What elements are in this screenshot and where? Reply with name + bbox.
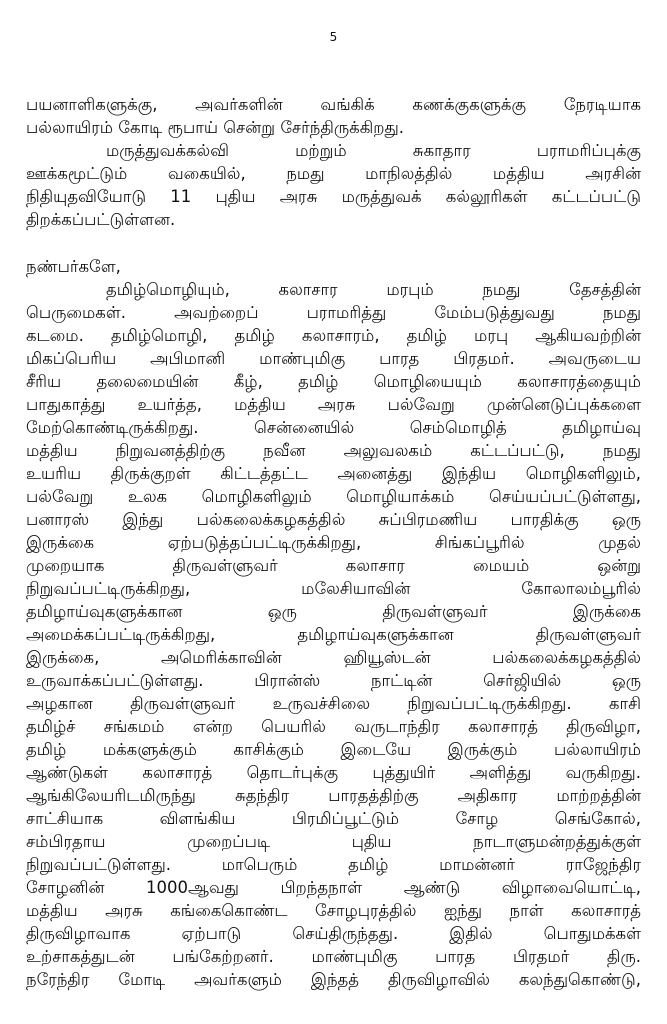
text-line: உற்சாகத்துடன் பங்கேற்றனர். மாண்புமிகு பாரத பிரதமர் திரு. xyxy=(26,947,641,966)
text-line: அழகான திருவள்ளுவர் உருவச்சிலை நிறுவப்பட்டிருக்கிறது. காசி xyxy=(26,694,641,713)
text-line: சம்பிரதாய முறைப்படி புதிய நாடாளுமன்றத்துக்குள் xyxy=(26,832,641,851)
text-line: பனாரஸ் இந்து பல்கலைக்கழகத்தில் சுப்பிரமணிய பாரதிக்கு ஒரு xyxy=(26,510,641,529)
text-line: சீரிய தலைமையின் கீழ், தமிழ் மொழியையும் கலாசாரத்தையும் xyxy=(26,372,641,391)
text-line: நரேந்திர மோடி அவர்களும் இந்தத் திருவிழாவில் கலந்துகொண்டு, xyxy=(26,970,641,989)
text-line: உயரிய திருக்குறள் கிட்டத்தட்ட அனைத்து இந்திய மொழிகளிலும், xyxy=(26,464,641,483)
text-line: திருவிழாவாக ஏற்பாடு செய்திருந்தது. இதில் பொதுமக்கள் xyxy=(26,924,641,943)
text-line: அமைக்கப்பட்டிருக்கிறது, தமிழாய்வுகளுக்கான திருவள்ளுவர் xyxy=(26,625,641,644)
text-line: ஆண்டுகள் கலாசாரத் தொடர்புக்கு புத்துயிர் அளித்து வருகிறது. xyxy=(26,763,641,782)
page-number: 5 xyxy=(329,30,338,44)
text-line: மத்திய நிறுவனத்திற்கு நவீன அலுவலகம் கட்டப்பட்டு, நமது xyxy=(26,441,641,460)
text-line: கடமை. தமிழ்மொழி, தமிழ் கலாசாரம், தமிழ் மரபு ஆகியவற்றின் xyxy=(26,326,641,345)
text-line: இருக்கை ஏற்படுத்தப்பட்டிருக்கிறது, சிங்கப்பூரில் முதல் xyxy=(26,533,641,552)
text-line: உருவாக்கப்பட்டுள்ளது. பிரான்ஸ் நாட்டின் செர்ஜியில் ஒரு xyxy=(26,671,641,690)
text-line: சோழனின் 1000ஆவது பிறந்தநாள் ஆண்டு விழாவையொட்டி, xyxy=(26,878,641,897)
text-line: சாட்சியாக விளங்கிய பிரமிப்பூட்டும் சோழ செங்கோல், xyxy=(26,809,641,828)
text-line: பல்லாயிரம் கோடி ரூபாய் சென்று சேர்ந்திருக்கிறது. xyxy=(26,118,405,137)
text-line: மேற்கொண்டிருக்கிறது. சென்னையில் செம்மொழித் தமிழாய்வு xyxy=(26,418,641,437)
text-line: தமிழ்மொழியும், கலாசார மரபும் நமது தேசத்தின் xyxy=(106,280,641,299)
text-line: பயனாளிகளுக்கு, அவர்களின் வங்கிக் கணக்குகளுக்கு நேரடியாக xyxy=(26,95,641,114)
text-line: தமிழ் மக்களுக்கும் காசிக்கும் இடையே இருக்கும் பல்லாயிரம் xyxy=(26,740,641,759)
text-line: பல்வேறு உலக மொழிகளிலும் மொழியாக்கம் செய்யப்பட்டுள்ளது, xyxy=(26,487,641,506)
text-line: பெருமைகள். அவற்றைப் பராமரித்து மேம்படுத்துவது நமது xyxy=(26,303,641,322)
text-line: திறக்கப்பட்டுள்ளன. xyxy=(26,210,176,229)
text-line: ஊக்கமூட்டும் வகையில், நமது மாநிலத்தில் மத்திய அரசின் xyxy=(26,164,641,183)
text-line: இருக்கை, அமெரிக்காவின் ஹியூஸ்டன் பல்கலைக்கழகத்தில் xyxy=(26,648,641,667)
text-line: தமிழாய்வுகளுக்கான ஒரு திருவள்ளுவர் இருக்கை xyxy=(26,602,641,621)
text-line: தமிழ்ச் சங்கமம் என்ற பெயரில் வருடாந்திர கலாசாரத் திருவிழா, xyxy=(26,717,641,736)
salutation: நண்பர்களே, xyxy=(26,257,121,276)
text-line: ஆங்கிலேயரிடமிருந்து சுதந்திர பாரதத்திற்கு அதிகார மாற்றத்தின் xyxy=(26,786,641,805)
text-line: பாதுகாத்து உயர்த்த, மத்திய அரசு பல்வேறு முன்னெடுப்புக்களை xyxy=(26,395,641,414)
text-line: மிகப்பெரிய அபிமானி மாண்புமிகு பாரத பிரதமர். அவருடைய xyxy=(26,349,641,368)
text-line: நிதியுதவியோடு 11 புதிய அரசு மருத்துவக் கல்லூரிகள் கட்டப்பட்டு xyxy=(26,187,641,206)
text-line: மருத்துவக்கல்வி மற்றும் சுகாதார பராமரிப்புக்கு xyxy=(106,141,641,160)
text-line: நிறுவப்பட்டுள்ளது. மாபெரும் தமிழ் மாமன்னர் ராஜேந்திர xyxy=(26,855,641,874)
text-line: நிறுவப்பட்டிருக்கிறது, மலேசியாவின் கோலாலம்பூரில் xyxy=(26,579,641,598)
text-line: முறையாக திருவள்ளுவர் கலாசார மையம் ஒன்று xyxy=(26,556,641,575)
text-line: மத்திய அரசு கங்கைகொண்ட சோழபுரத்தில் ஐந்து நாள் கலாசாரத் xyxy=(26,901,641,920)
